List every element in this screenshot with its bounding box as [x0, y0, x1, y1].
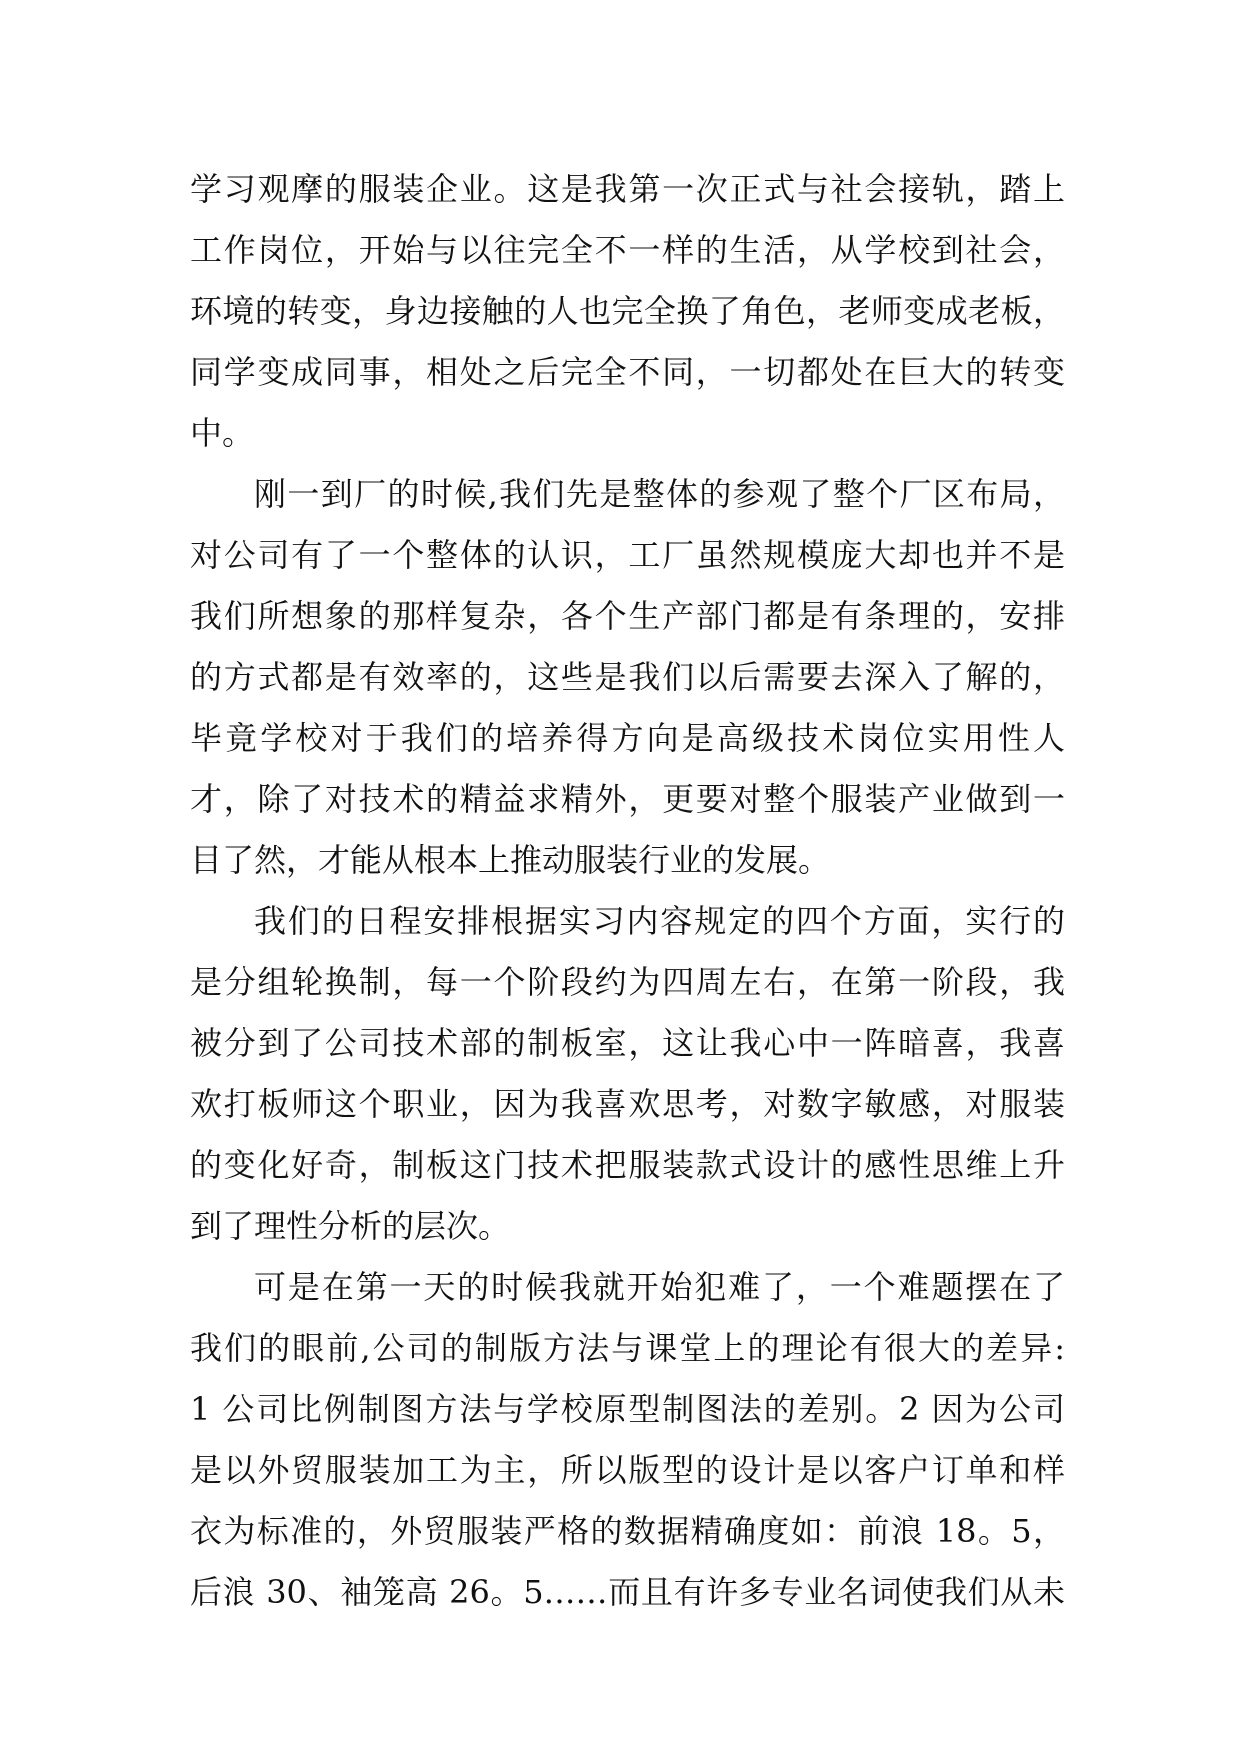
text-line: 是以外贸服装加工为主，所以版型的设计是以客户订单和样 [190, 1451, 1065, 1489]
text-line: 可是在第一天的时候我就开始犯难了，一个难题摆在了 [254, 1268, 1065, 1306]
body-text [190, 159, 1065, 1623]
text-line: 我们的日程安排根据实习内容规定的四个方面，实行的 [254, 902, 1065, 940]
text-line: 衣为标准的，外贸服装严格的数据精确度如：前浪 18。5， [190, 1512, 1065, 1550]
text-line: 目了然，才能从根本上推动服装行业的发展。 [190, 841, 831, 879]
text-line: 的变化好奇，制板这门技术把服装款式设计的感性思维上升 [190, 1146, 1065, 1184]
text-line: 才，除了对技术的精益求精外，更要对整个服装产业做到一 [190, 780, 1065, 818]
text-line: 我们所想象的那样复杂，各个生产部门都是有条理的，安排 [190, 597, 1065, 635]
text-line: 是分组轮换制，每一个阶段约为四周左右，在第一阶段，我 [190, 963, 1065, 1001]
text-line: 刚一到厂的时候,我们先是整体的参观了整个厂区布局， [254, 475, 1065, 513]
text-line: 的方式都是有效率的，这些是我们以后需要去深入了解的， [190, 658, 1065, 696]
text-line: 学习观摩的服装企业。这是我第一次正式与社会接轨，踏上 [190, 170, 1065, 208]
text-line: 1 公司比例制图方法与学校原型制图法的差别。2 因为公司 [190, 1390, 1065, 1428]
text-line: 同学变成同事，相处之后完全不同，一切都处在巨大的转变 [190, 353, 1065, 391]
text-line: 到了理性分析的层次。 [190, 1207, 511, 1245]
text-line: 中。 [190, 414, 255, 452]
text-line: 我们的眼前,公司的制版方法与课堂上的理论有很大的差异: [190, 1329, 1065, 1367]
text-line: 环境的转变，身边接触的人也完全换了角色，老师变成老板， [190, 292, 1065, 330]
text-line: 被分到了公司技术部的制板室，这让我心中一阵暗喜，我喜 [190, 1024, 1065, 1062]
text-line: 对公司有了一个整体的认识，工厂虽然规模庞大却也并不是 [190, 536, 1065, 574]
text-line: 欢打板师这个职业，因为我喜欢思考，对数字敏感，对服装 [190, 1085, 1065, 1123]
text-line: 工作岗位，开始与以往完全不一样的生活，从学校到社会， [190, 231, 1065, 269]
text-line: 后浪 30、袖笼高 26。5……而且有许多专业名词使我们从未 [190, 1573, 1065, 1611]
text-line: 毕竟学校对于我们的培养得方向是高级技术岗位实用性人 [190, 719, 1065, 757]
